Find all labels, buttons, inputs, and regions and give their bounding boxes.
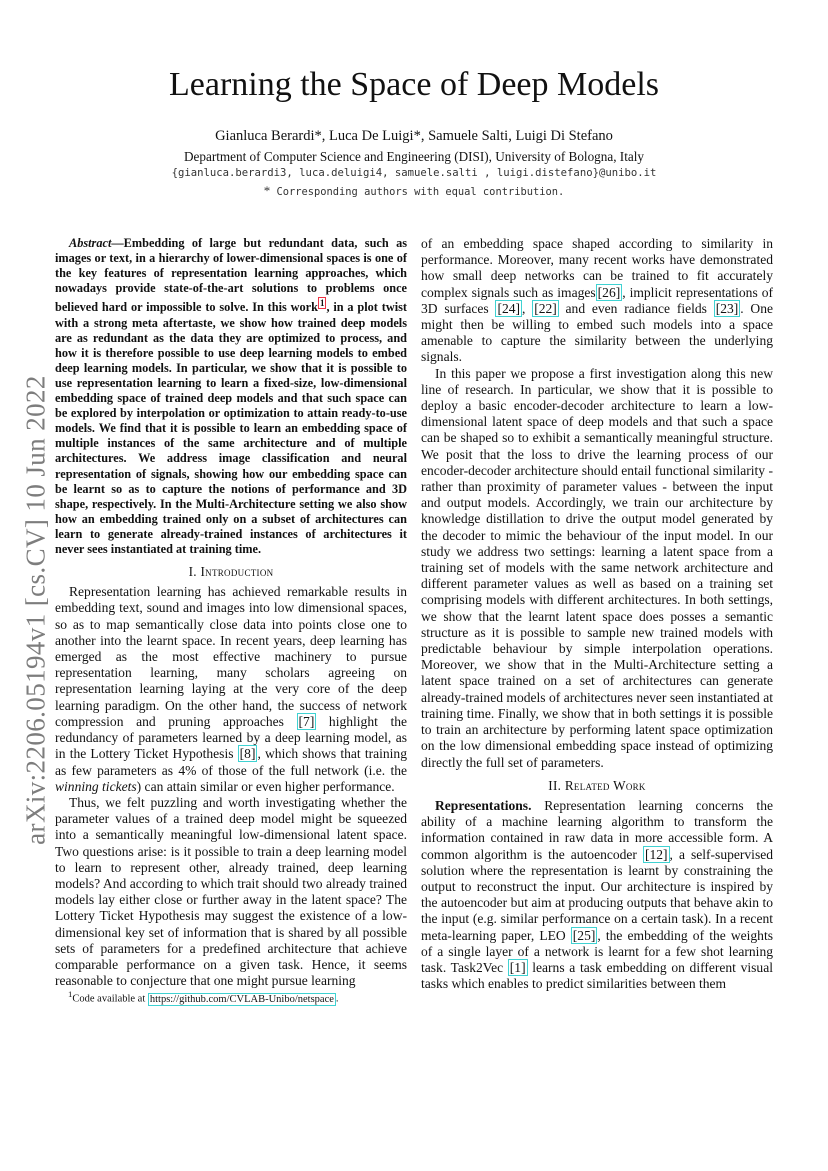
intro-paragraph-3 [421,236,773,366]
citation-7[interactable]: [7] [298,713,315,729]
citation-25[interactable]: [25] [572,927,596,943]
intro-text: Representation learning has achieved remarkable results in embedding text, sound and images into low dimensional spaces, so as to map semantically close data into points close one to another into the learnt space. In recent years, deep learning has emerged as the most effective machinery to pursue representation learning, many scholars agreeing on representation learning laying at the very core of the deep learning paradigm. On the other hand, the success of network compression and pruning approaches [55,584,407,729]
intro-emphasis: winning tickets [55,778,137,794]
citation-23[interactable]: [23] [715,300,739,316]
authors: Gianluca Berardi*, Luca De Luigi*, Samuele Salti, Luigi Di Stefano [215,128,613,144]
footnote-ref[interactable]: 1 [319,298,325,309]
related-paragraph-1 [421,798,773,992]
citation-1[interactable]: [1] [509,959,526,975]
intro-text: of an embedding space shaped according to similarity in performance. Moreover, many recent works have demonstrated how small deep networks can be trained to fit accurately complex signals such as images [421,236,773,300]
citation-22[interactable]: [22] [534,300,557,316]
related-text: , the embedding of the weights of a single layer of a network is learnt for a few shot learning task. Task2Vec [421,927,773,975]
corresponding-text: Corresponding authors with equal contribution. [270,186,565,198]
intro-text: highlight the redundancy of parameters learned by a deep learning model, as in the Lottery Ticket Hypothesis [55,713,408,762]
footnote-end: . [335,993,339,1005]
citation-24[interactable]: [24] [497,300,521,316]
arxiv-identifier-text: arXiv:2206.05194v1 [cs.CV] 10 Jun 2022 [20,375,51,845]
abstract-lead: Abstract [69,236,112,250]
intro-paragraph-4: In this paper we propose a first investigation along this new line of research. In particular, we show that it is possible to deploy a basic encoder-decoder architecture to learn a low-dimensional latent space of deep models and that such a space can be shaped so to exhibit a semantically meaningful structure. We posit that the loss to drive the learning process of our encoder-decoder architecture should entail functional similarity - rather than proximity of parameter values - between the input and output models. Accordingly, we train our architecture by knowledge distillation to drive the output model generated by the decoder to mimic the behaviour of the input model. In our study we address two settings: learning a latent space from a training set of models with the same network architecture and different parameter values as well as based on a training set comprising models with different architectures. In both settings, we show that the learnt latent space does posses a semantic structure as it is possible to sample new trained models with predictable behaviour by simple interpolation operations. Moreover, we show that in the Multi-Architecture setting a latent space trained on a set of architectures can generate already-trained models of architectures never seen instantiated at training time. Finally, we show that in both settings it is possible to train an architecture by performing latent space optimization on the low dimensional embedding space instead of optimizing directly the full set of parameters. [421,365,773,770]
intro-paragraph-1 [55,584,407,795]
intro-text: , [522,300,533,316]
abstract-text-2: , in a plot twist with a strong meta aftertaste, we show how trained deep models are as redundant as the data they are optimized to process, and how it is therefore possible to use deep learning models to embed deep learning models. In particular, we show that it is possible to use representation learning to learn a fixed-size, low-dimensional embedding space of trained deep models and that such space can be explored by interpolation or optimization to attain ready-to-use models. We find that it is possible to learn an embedding space of multiple instances of the same architecture and of multiple architectures. We address image classification and neural representation of signals, showing how our embedding space can be learnt so as to capture the notions of performance and 3D shape, respectively. In the Multi-Architecture setting we also show how an embedding trained only on a subset of architectures can learn to generate already-trained instances of architectures it never sees instantiated at training time. [55,300,407,556]
footnote-text: Code available at [72,993,148,1005]
right-column [421,236,773,992]
left-column [55,236,407,989]
intro-paragraph-2: Thus, we felt puzzling and worth investigating whether the parameter values of a trained deep model might be squeezed into a semantically meaningful low-dimensional latent space. Two questions arise: is it possible to train a deep learning model to learn to represent other, already trained, deep learning models? And according to which trait should two already trained models lay either close or further away in the latent space? The Lottery Ticket Hypothesis may suggest the existence of a low-dimensional key set of information that is shared by all possible sets of parameters for a predefined architecture that achieve comparable performance on a given task. Hence, it seems reasonable to conjecture that one might pursue learning [55,794,407,989]
section-heading-introduction: I. Introduction [188,564,274,580]
abstract-text-1: —Embedding of large but redundant data, such as images or text, in a hierarchy of lower-dimensional spaces is one of the key features of representation learning approaches, which nowadays provide state-of-the-art solutions to problems once believed hard or impossible to solve. In this work [55,236,407,315]
related-text: Representation learning concerns the ability of a machine learning algorithm to transform the information contained in raw data in more accessible form. A common algorithm is the autoencoder [421,797,773,862]
intro-text: and even radiance fields [558,300,714,316]
code-link[interactable]: https://github.com/CVLAB-Unibo/netspace [149,993,334,1005]
intro-text: . One might then be willing to embed such models into a space amenable to capture the similarity between the underlying signals. [421,300,773,365]
related-text: learns a task embedding on different visual tasks which enables to predict similarities between them [421,959,773,992]
intro-text: , implicit representations of 3D surfaces [421,284,773,316]
author-emails: {gianluca.berardi3, luca.deluigi4, samuele.salti , luigi.distefano}@unibo.it [171,167,657,179]
affiliation: Department of Computer Science and Engineering (DISI), University of Bologna, Italy [184,149,644,164]
related-text: , a self-supervised solution where the representation is learnt by constraining the output to reconstruct the input. Our architecture is inspired by the autoencoder but aim at producing outputs that behave akin to the input (e.g. similar performance on a certain task). In a recent meta-learning paper, LEO [421,846,773,943]
intro-text: ) can attain similar or even higher performance. [136,778,395,794]
corresponding-note [0,183,828,199]
footnote [68,989,339,1005]
section-heading-related-work: II. Related Work [548,777,646,793]
related-head: Representations. [435,797,532,813]
citation-8[interactable]: [8] [239,746,256,762]
citation-26[interactable]: [26] [597,284,621,300]
paper-title: Learning the Space of Deep Models [169,66,659,103]
intro-text: , which shows that training as few parameters as 4% of those of the full network (i.e. the [55,746,407,778]
corresponding-mark: * [263,183,271,198]
abstract [55,236,407,557]
citation-12[interactable]: [12] [644,846,668,862]
footnote-mark: 1 [68,989,73,999]
